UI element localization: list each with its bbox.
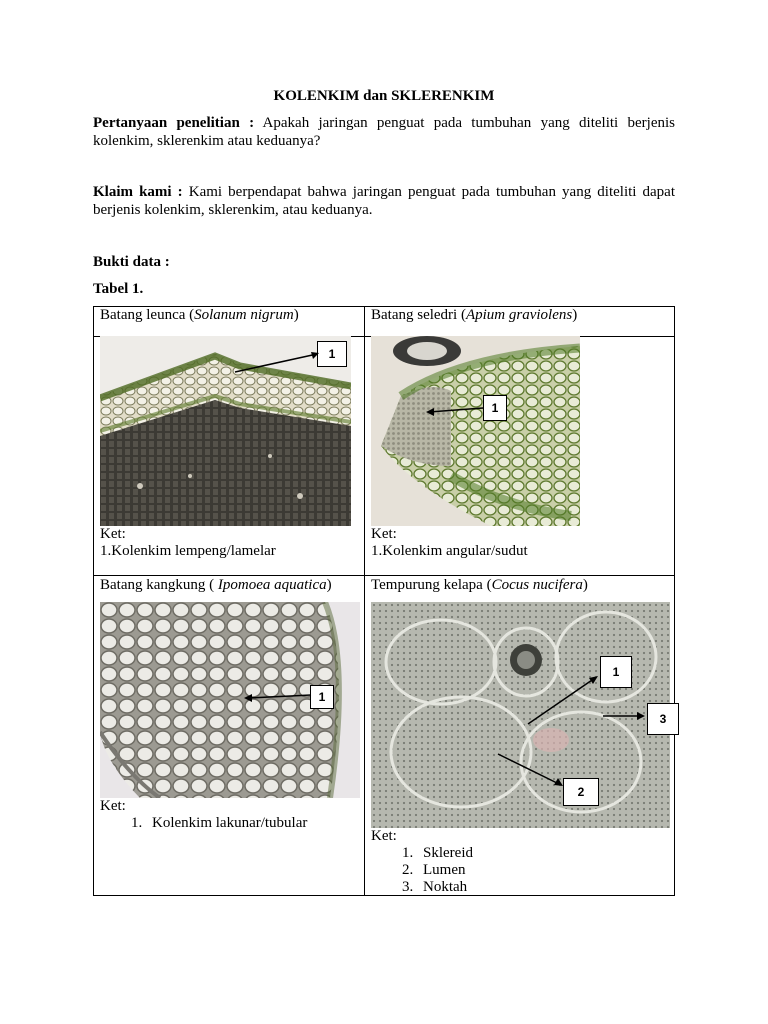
ket-kelapa <box>371 828 473 896</box>
label-3: 3 <box>647 703 679 735</box>
research-question-label: Pertanyaan penelitian : <box>93 115 255 131</box>
label-1: 1 <box>483 395 507 421</box>
ket-label: Ket: <box>100 526 126 542</box>
claim-text: Kami berpendapat bahwa jaringan penguat pada tumbuhan yang diteliti dapat berjenis kolenkim, sklerenkim, atau keduanya. <box>93 184 676 218</box>
caption-seledri: Batang seledri (Apium graviolens) <box>371 307 578 323</box>
arrow-1 <box>423 402 485 418</box>
page-title: KOLENKIM dan SKLERENKIM <box>273 88 495 104</box>
ket-label: Ket: <box>371 526 397 542</box>
table-divider <box>93 575 675 576</box>
ket-label: Ket: <box>100 798 126 814</box>
arrows-kelapa <box>493 666 673 796</box>
table-title: Tabel 1. <box>93 281 144 297</box>
micrograph-seledri <box>371 336 580 526</box>
table-divider <box>364 306 365 896</box>
table-border <box>93 306 94 896</box>
ket-label: Ket: <box>371 828 397 844</box>
research-question <box>93 114 675 150</box>
data-table <box>93 306 675 896</box>
ket-item: 1. Kolenkim lakunar/tubular <box>146 815 307 832</box>
ket-item: 3. Noktah <box>417 879 473 896</box>
ket-seledri <box>371 526 528 560</box>
ket-item: 1.Kolenkim lempeng/lamelar <box>100 543 276 559</box>
caption-kelapa: Tempurung kelapa (Cocus nucifera) <box>371 577 588 593</box>
evidence-heading: Bukti data : <box>93 254 170 270</box>
arrow-1 <box>233 346 323 376</box>
ket-leunca <box>100 526 276 560</box>
label-1: 1 <box>310 685 334 709</box>
arrow-2 <box>498 754 559 784</box>
label-2: 2 <box>563 778 599 806</box>
ket-item: 1.Kolenkim angular/sudut <box>371 543 528 559</box>
label-1: 1 <box>600 656 632 688</box>
ket-item: 2. Lumen <box>417 862 473 879</box>
ket-kangkung <box>100 798 307 832</box>
caption-kangkung: Batang kangkung ( Ipomoea aquatica) <box>100 577 332 593</box>
claim-label: Klaim kami : <box>93 184 183 200</box>
research-question-text: Apakah jaringan penguat pada tumbuhan yang diteliti berjenis kolenkim, sklerenkim atau keduanya? <box>93 115 675 149</box>
ket-item: 1. Sklereid <box>417 845 473 862</box>
caption-leunca: Batang leunca (Solanum nigrum) <box>100 307 299 323</box>
claim <box>93 183 675 219</box>
label-1: 1 <box>317 341 347 367</box>
arrow-1 <box>241 689 313 705</box>
table-border <box>674 306 675 896</box>
arrow-1 <box>528 678 595 724</box>
